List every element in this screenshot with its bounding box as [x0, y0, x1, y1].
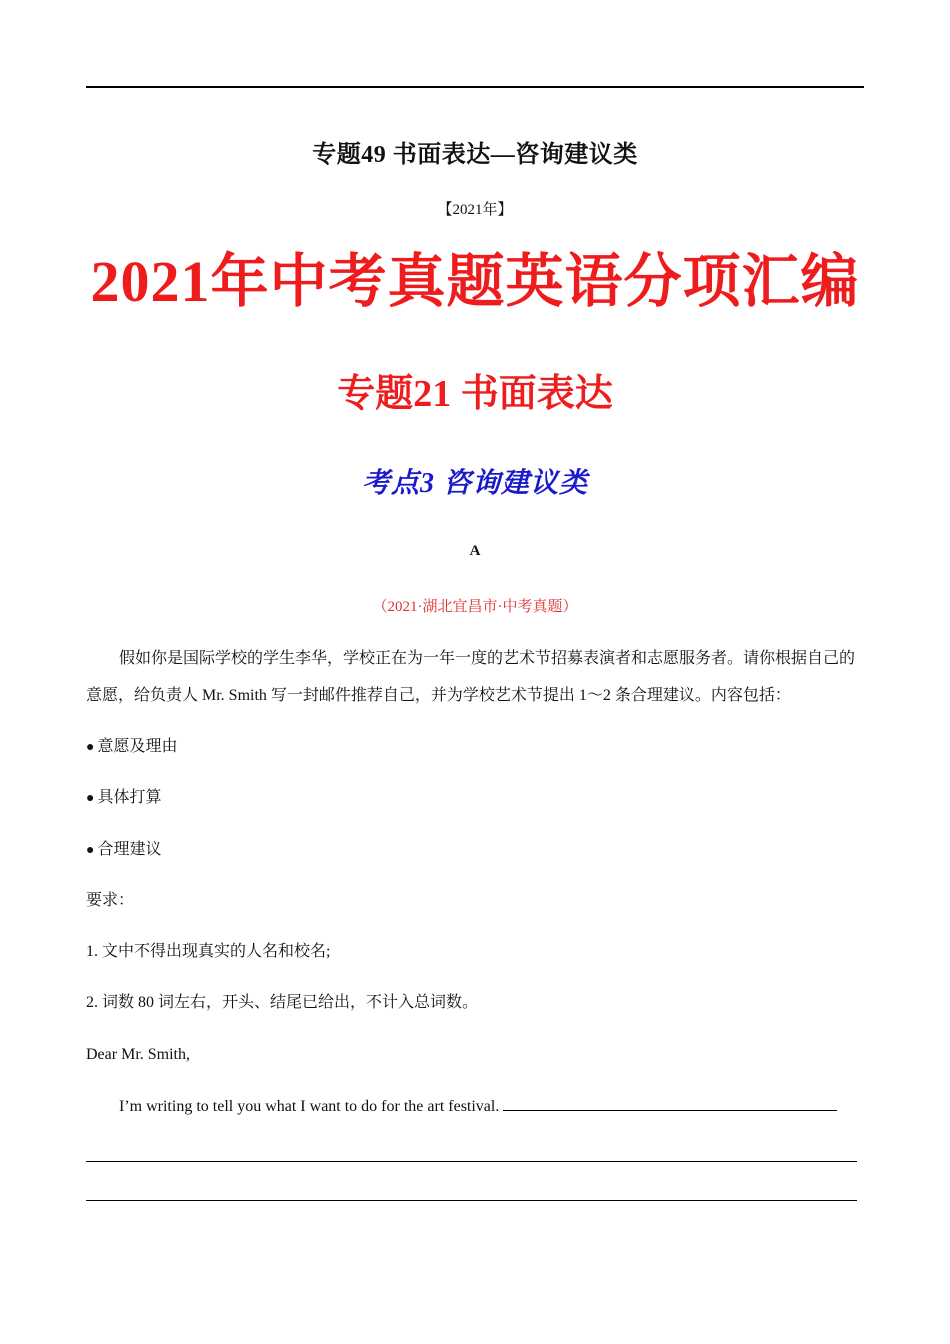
- letter-opening-line: [119, 1094, 837, 1119]
- letter-salutation: Dear Mr. Smith,: [86, 1046, 190, 1063]
- bullet-text: 具体打算: [97, 789, 162, 806]
- bullet-item: [86, 735, 177, 760]
- exam-point-title: 考点3 咨询建议类: [361, 468, 588, 499]
- requirements-title: 要求：: [86, 892, 135, 909]
- topic-title: 专题21 书面表达: [337, 373, 613, 415]
- question-source: （2021·湖北宜昌市·中考真题）: [372, 599, 578, 615]
- bullet-item: [86, 786, 161, 811]
- bullet-item: [86, 838, 161, 863]
- bullet-text: 合理建议: [97, 841, 162, 858]
- letter-opening: I’m writing to tell you what I want to do for the art festival.: [119, 1098, 500, 1115]
- requirement-item: 1. 文中不得出现真实的人名和校名;: [86, 943, 331, 960]
- year-tag: 【2021年】: [437, 202, 513, 218]
- question-prompt: 假如你是国际学校的学生李华，学校正在为一年一度的艺术节招募表演者和志愿服务者。请你根据自己的意愿，给负责人 Mr. Smith 写一封邮件推荐自己，并为学校艺术节提出 1～2 条合理建议。内容包括：: [86, 650, 856, 704]
- answer-blank[interactable]: [503, 1094, 837, 1111]
- top-rule: [86, 86, 864, 88]
- requirement-item: 2. 词数 80 词左右，开头、结尾已给出，不计入总词数。: [86, 994, 479, 1011]
- main-title: 2021年中考真题英语分项汇编: [90, 249, 860, 314]
- answer-line[interactable]: [86, 1200, 857, 1201]
- bullet-text: 意愿及理由: [97, 738, 178, 755]
- question-label: A: [469, 543, 481, 559]
- document-subtitle: 专题49 书面表达—咨询建议类: [312, 142, 638, 168]
- answer-line[interactable]: [86, 1161, 857, 1162]
